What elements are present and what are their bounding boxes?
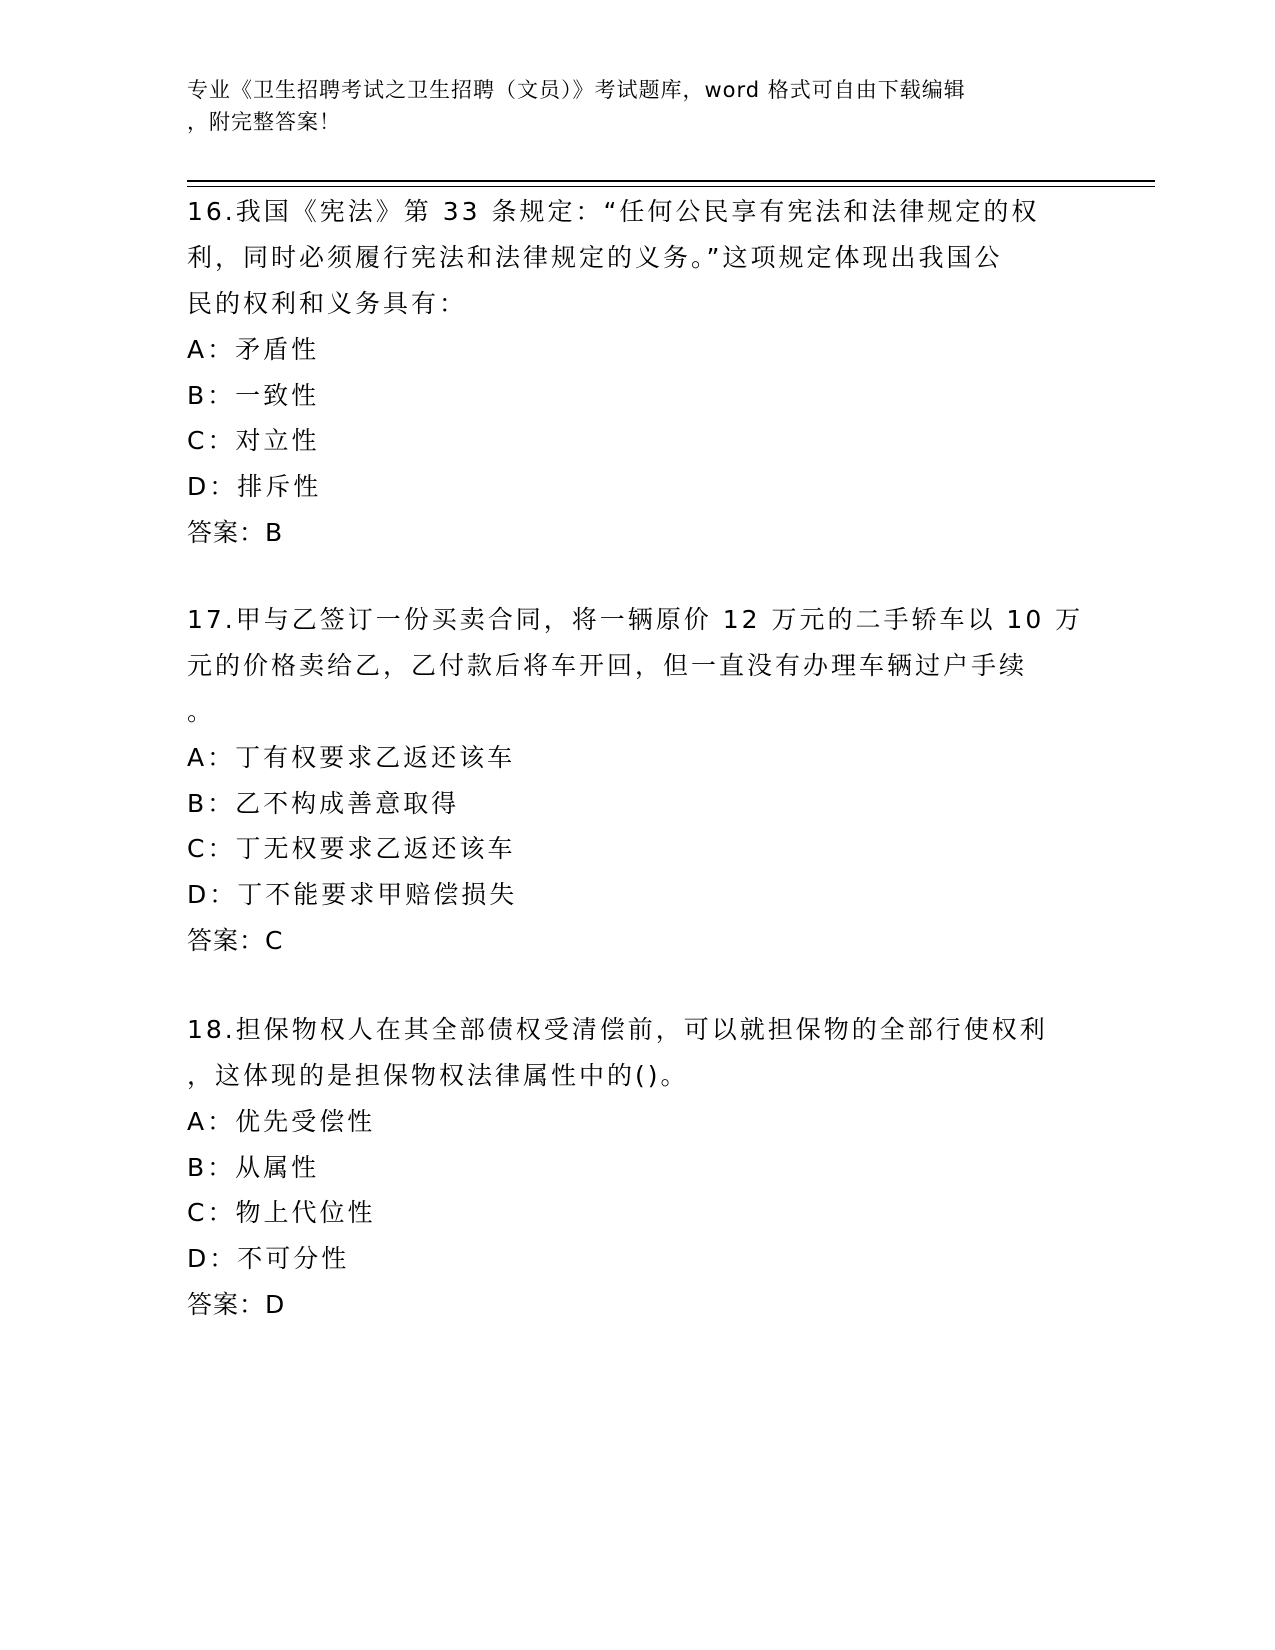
- question-text: 16.我国《宪法》第 33 条规定：“任何公民享有宪法和法律规定的权 利，同时必须履行宪法和法律规定的义务。”这项规定体现出我国公 民的权利和义务具有：: [187, 197, 1040, 318]
- answer: 答案：C: [187, 926, 284, 955]
- option-a: A：矛盾性: [187, 335, 320, 364]
- document-header: 专业《卫生招聘考试之卫生招聘（文员）》考试题库，word 格式可自由下载编辑 ，附完整答案！: [187, 78, 966, 134]
- option-b: B：从属性: [187, 1152, 320, 1182]
- question-text: 17.甲与乙签订一份买卖合同，将一辆原价 12 万元的二手轿车以 10 万 元的价格卖给乙，乙付款后将车开回，但一直没有办理车辆过户手续 。: [187, 605, 1084, 726]
- question-18: [187, 1007, 1087, 1329]
- question-16: [187, 189, 1087, 557]
- option-a: A：丁有权要求乙返还该车: [187, 743, 516, 772]
- option-c: C：丁无权要求乙返还该车: [187, 834, 516, 863]
- option-b: B：一致性: [187, 380, 320, 410]
- option-d: D：丁不能要求甲赔偿损失: [187, 879, 518, 909]
- option-c: C：对立性: [187, 426, 320, 455]
- header-divider-thin: [187, 186, 1155, 187]
- option-a: A：优先受偿性: [187, 1107, 376, 1136]
- option-d: D：排斥性: [187, 471, 322, 501]
- option-b: B：乙不构成善意取得: [187, 788, 460, 818]
- question-text: 18.担保物权人在其全部债权受清偿前，可以就担保物的全部行使权利 ，这体现的是担保物权法律属性中的()。: [187, 1015, 1048, 1090]
- header-divider-thick: [187, 180, 1155, 182]
- option-c: C：物上代位性: [187, 1198, 376, 1227]
- question-17: [187, 597, 1087, 965]
- answer: 答案：D: [187, 1290, 286, 1319]
- answer: 答案：B: [187, 518, 284, 547]
- option-d: D：不可分性: [187, 1243, 350, 1273]
